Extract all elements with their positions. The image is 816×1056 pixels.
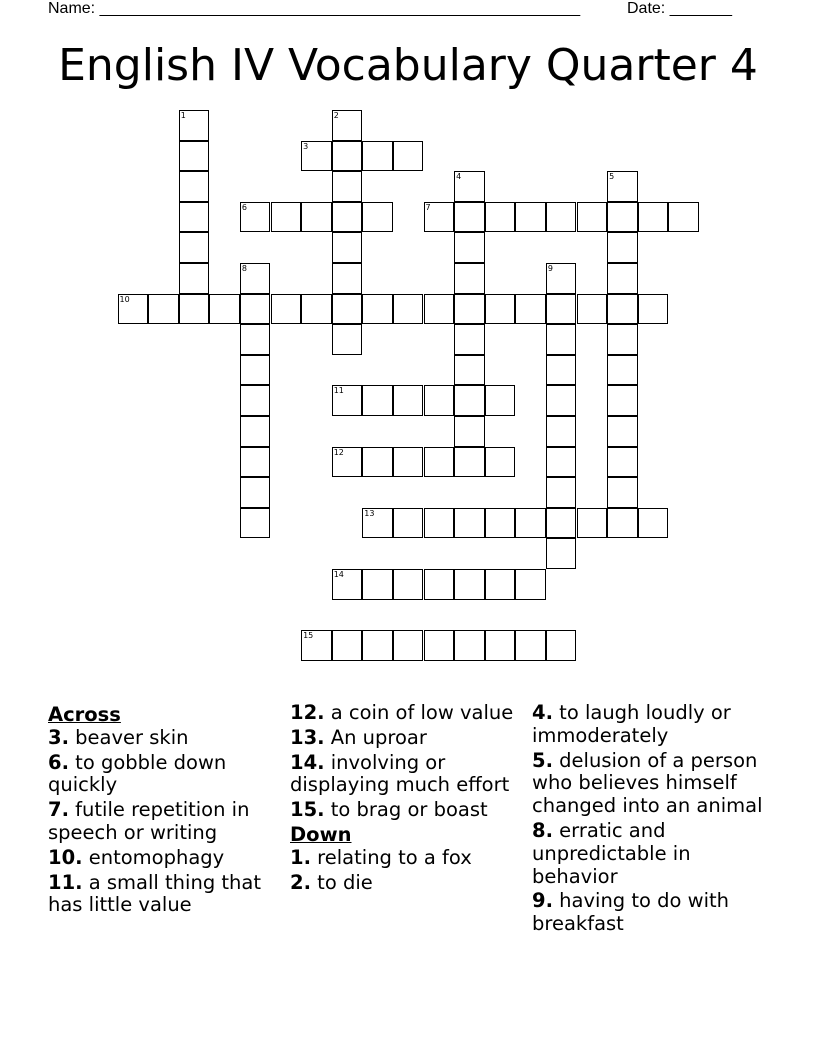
clue-number: 10 (119, 294, 130, 304)
clue-item-number: 8. (532, 818, 553, 842)
grid-cell[interactable] (424, 508, 455, 539)
grid-cell[interactable] (240, 355, 271, 386)
clue-item (48, 727, 278, 750)
grid-cell[interactable] (454, 508, 485, 539)
clue-item-text: An uproar (324, 725, 427, 749)
grid-cell[interactable] (362, 141, 393, 172)
grid-cell[interactable] (209, 294, 240, 325)
grid-cell[interactable] (607, 477, 638, 508)
clue-list-down-2 (532, 702, 772, 936)
grid-cell[interactable] (607, 324, 638, 355)
clue-item-number: 12. (290, 701, 325, 724)
grid-cell[interactable] (454, 569, 485, 600)
grid-cell[interactable] (577, 202, 608, 233)
grid-cell[interactable] (332, 630, 363, 661)
grid-cell[interactable] (607, 508, 638, 539)
grid-cell[interactable] (424, 202, 455, 233)
grid-cell[interactable] (179, 232, 210, 263)
clue-item-text: entomophagy (82, 845, 225, 869)
grid-cell[interactable] (454, 294, 485, 325)
grid-cell[interactable] (454, 324, 485, 355)
clue-number: 14 (333, 570, 344, 579)
grid-cell[interactable] (271, 202, 302, 233)
clue-number: 15 (303, 631, 314, 641)
grid-cell[interactable] (362, 508, 393, 539)
clue-item-text: to brag or boast (324, 798, 488, 822)
grid-cell[interactable] (454, 416, 485, 447)
grid-cell[interactable] (607, 232, 638, 263)
grid-cell[interactable] (515, 294, 546, 325)
grid-cell[interactable] (454, 202, 485, 233)
grid-cell[interactable] (485, 508, 516, 539)
grid-cell[interactable] (332, 171, 363, 202)
clue-item-number: 4. (532, 701, 553, 724)
grid-cell[interactable] (332, 202, 363, 233)
clue-item-number: 6. (48, 750, 69, 774)
page-title: English IV Vocabulary Quarter 4 (58, 40, 758, 91)
grid-cell[interactable] (240, 447, 271, 478)
clue-item (532, 890, 772, 936)
grid-cell[interactable] (240, 477, 271, 508)
clue-item-number: 7. (48, 798, 69, 822)
clue-item (290, 727, 530, 750)
grid-cell[interactable] (362, 294, 393, 325)
grid-cell[interactable] (546, 630, 577, 661)
grid-cell[interactable] (362, 447, 393, 478)
clue-item-number: 1. (290, 845, 311, 869)
grid-cell[interactable] (546, 202, 577, 233)
clue-item-text: beaver skin (68, 725, 189, 749)
grid-cell[interactable] (515, 569, 546, 600)
grid-cell[interactable] (332, 110, 363, 141)
clue-item (290, 702, 530, 725)
grid-cell[interactable] (301, 630, 332, 661)
clue-number: 9 (547, 264, 553, 273)
clue-item-text: involving or displaying much effort (290, 750, 510, 797)
clue-item (48, 847, 278, 870)
grid-cell[interactable] (638, 508, 669, 539)
grid-cell[interactable] (638, 202, 669, 233)
grid-cell[interactable] (240, 508, 271, 539)
grid-cell[interactable] (485, 294, 516, 325)
grid-cell[interactable] (362, 569, 393, 600)
clue-number: 6 (241, 202, 247, 212)
clue-item-text: a coin of low value (324, 701, 514, 724)
clue-number: 11 (333, 386, 344, 396)
grid-cell[interactable] (301, 141, 332, 172)
clue-item (532, 820, 772, 888)
grid-cell[interactable] (577, 294, 608, 325)
clue-item (290, 847, 530, 870)
grid-cell[interactable] (607, 294, 638, 325)
grid-cell[interactable] (546, 477, 577, 508)
clue-item-text: to die (310, 870, 373, 894)
grid-cell[interactable] (179, 202, 210, 233)
grid-cell[interactable] (515, 630, 546, 661)
clue-number: 8 (241, 264, 247, 273)
grid-cell[interactable] (424, 447, 455, 478)
grid-cell[interactable] (607, 385, 638, 416)
grid-cell[interactable] (393, 141, 424, 172)
grid-cell[interactable] (332, 385, 363, 416)
grid-cell[interactable] (393, 630, 424, 661)
grid-cell[interactable] (454, 447, 485, 478)
grid-cell[interactable] (454, 385, 485, 416)
clues-column-1 (48, 702, 278, 919)
grid-cell[interactable] (179, 294, 210, 325)
clue-number: 3 (303, 141, 309, 151)
grid-cell[interactable] (301, 294, 332, 325)
grid-cell[interactable] (179, 141, 210, 172)
grid-cell[interactable] (271, 294, 302, 325)
grid-cell[interactable] (607, 416, 638, 447)
clues-column-2 (290, 702, 530, 896)
grid-cell[interactable] (546, 508, 577, 539)
grid-cell[interactable] (240, 294, 271, 325)
grid-cell[interactable] (577, 508, 608, 539)
grid-cell[interactable] (546, 385, 577, 416)
grid-cell[interactable] (332, 232, 363, 263)
grid-cell[interactable] (301, 202, 332, 233)
clue-item-number: 13. (290, 725, 325, 749)
grid-cell[interactable] (607, 171, 638, 202)
grid-cell[interactable] (485, 385, 516, 416)
grid-cell[interactable] (179, 110, 210, 141)
grid-cell[interactable] (424, 385, 455, 416)
clue-item (48, 799, 278, 845)
clue-item-number: 15. (290, 798, 325, 822)
grid-cell[interactable] (362, 202, 393, 233)
grid-cell[interactable] (607, 355, 638, 386)
clue-item-text: futile repetition in speech or writing (48, 798, 250, 844)
grid-cell[interactable] (546, 324, 577, 355)
grid-cell[interactable] (362, 385, 393, 416)
grid-cell[interactable] (118, 294, 149, 325)
clue-number: 13 (364, 508, 375, 518)
clue-number: 1 (180, 111, 186, 120)
grid-cell[interactable] (393, 569, 424, 600)
grid-cell[interactable] (607, 447, 638, 478)
clue-item-number: 14. (290, 750, 325, 774)
grid-cell[interactable] (179, 263, 210, 294)
grid-cell[interactable] (454, 355, 485, 386)
clue-list-across-1 (48, 727, 278, 917)
grid-cell[interactable] (638, 294, 669, 325)
clue-number: 4 (456, 172, 462, 182)
grid-cell[interactable] (362, 630, 393, 661)
grid-cell[interactable] (546, 416, 577, 447)
grid-cell[interactable] (485, 569, 516, 600)
grid-cell[interactable] (148, 294, 179, 325)
grid-cell[interactable] (546, 263, 577, 294)
grid-cell[interactable] (332, 263, 363, 294)
clue-item-number: 3. (48, 725, 69, 749)
clue-number: 7 (425, 202, 431, 212)
clue-item-number: 2. (290, 870, 311, 894)
grid-cell[interactable] (393, 294, 424, 325)
clue-item (290, 872, 530, 895)
grid-cell[interactable] (424, 294, 455, 325)
grid-cell[interactable] (240, 416, 271, 447)
clue-item (532, 750, 772, 818)
clue-item (48, 752, 278, 798)
grid-cell[interactable] (332, 141, 363, 172)
grid-cell[interactable] (424, 630, 455, 661)
grid-cell[interactable] (607, 202, 638, 233)
clue-list-across-2 (290, 702, 530, 822)
clue-item-text: erratic and unpredictable in behavior (532, 818, 691, 888)
grid-cell[interactable] (485, 447, 516, 478)
clue-number: 5 (609, 172, 615, 182)
clue-item-number: 10. (48, 845, 83, 869)
grid-cell[interactable] (515, 202, 546, 233)
clue-item-text: a small thing that has little value (48, 870, 261, 917)
grid-cell[interactable] (485, 630, 516, 661)
grid-cell[interactable] (546, 294, 577, 325)
clue-item-number: 9. (532, 889, 553, 913)
grid-cell[interactable] (424, 569, 455, 600)
grid-cell[interactable] (454, 263, 485, 294)
clue-item (290, 799, 530, 822)
clue-item-text: to gobble down quickly (48, 750, 227, 797)
grid-cell[interactable] (546, 447, 577, 478)
grid-cell[interactable] (240, 263, 271, 294)
clue-item-number: 5. (532, 748, 553, 772)
clue-number: 12 (333, 447, 344, 457)
grid-cell[interactable] (454, 232, 485, 263)
grid-cell[interactable] (332, 569, 363, 600)
grid-cell[interactable] (332, 447, 363, 478)
grid-cell[interactable] (454, 171, 485, 202)
date-line: Date: _______ (627, 0, 732, 17)
name-line: Name: ______________________________________________________ (48, 0, 581, 17)
grid-cell[interactable] (515, 508, 546, 539)
clue-item-text: having to do with breakfast (532, 889, 730, 936)
clue-item-text: delusion of a person who believes himself changed into an animal (532, 748, 763, 818)
grid-cell[interactable] (240, 202, 271, 233)
across-heading: Across (48, 703, 121, 726)
grid-cell[interactable] (546, 355, 577, 386)
clue-list-down-1 (290, 847, 530, 895)
grid-cell[interactable] (393, 447, 424, 478)
grid-cell[interactable] (332, 294, 363, 325)
grid-cell[interactable] (393, 385, 424, 416)
clue-item-text: to laugh loudly or immoderately (532, 701, 731, 747)
clue-item (532, 702, 772, 748)
clue-item (290, 752, 530, 798)
grid-cell[interactable] (668, 202, 699, 233)
grid-cell[interactable] (546, 538, 577, 569)
grid-cell[interactable] (454, 630, 485, 661)
grid-cell[interactable] (240, 324, 271, 355)
grid-cell[interactable] (179, 171, 210, 202)
clue-item-number: 11. (48, 870, 83, 894)
grid-cell[interactable] (393, 508, 424, 539)
clue-item-text: relating to a fox (310, 845, 472, 869)
clues-column-3 (532, 702, 772, 938)
clue-number: 2 (333, 111, 339, 120)
down-heading: Down (290, 822, 352, 846)
grid-cell[interactable] (240, 385, 271, 416)
grid-cell[interactable] (607, 263, 638, 294)
clue-item (48, 872, 278, 918)
grid-cell[interactable] (332, 324, 363, 355)
grid-cell[interactable] (485, 202, 516, 233)
